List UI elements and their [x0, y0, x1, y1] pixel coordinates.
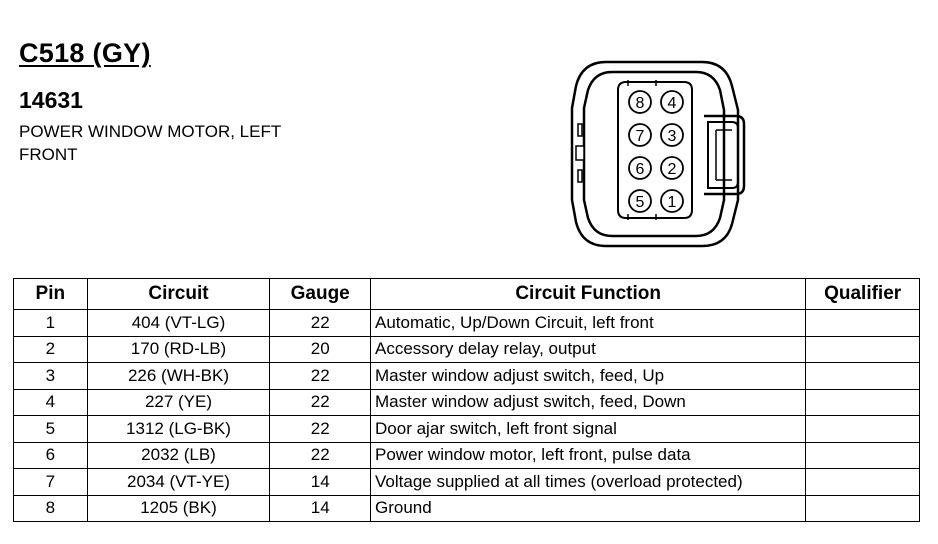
table-row [14, 336, 920, 363]
pin-6-label: 6 [635, 161, 645, 178]
cell-circuit: 2034 (VT-YE) [87, 469, 270, 496]
cell-qualifier [806, 442, 920, 469]
cell-function: Door ajar switch, left front signal [371, 416, 806, 443]
cell-gauge: 20 [270, 336, 371, 363]
part-number: 14631 [19, 87, 83, 113]
cell-gauge: 22 [270, 442, 371, 469]
cell-circuit: 1312 (LG-BK) [87, 416, 270, 443]
cell-circuit: 226 (WH-BK) [87, 363, 270, 390]
pin-5-label: 5 [635, 194, 645, 211]
pin-circuit-table [13, 278, 920, 522]
table-row [14, 469, 920, 496]
cell-qualifier [806, 389, 920, 416]
cell-function: Master window adjust switch, feed, Up [371, 363, 806, 390]
cell-pin: 5 [14, 416, 88, 443]
table-row [14, 363, 920, 390]
cell-pin: 8 [14, 495, 88, 522]
pin-4 [661, 91, 683, 113]
cell-function: Voltage supplied at all times (overload protected) [371, 469, 806, 496]
cell-function: Master window adjust switch, feed, Down [371, 389, 806, 416]
pin-5 [629, 190, 651, 212]
cell-gauge: 22 [270, 310, 371, 337]
cell-circuit: 404 (VT-LG) [87, 310, 270, 337]
table-row [14, 442, 920, 469]
cell-qualifier [806, 469, 920, 496]
pin-8 [629, 91, 651, 113]
cell-pin: 1 [14, 310, 88, 337]
pin-3-label: 3 [667, 128, 677, 145]
cell-qualifier [806, 363, 920, 390]
table-row [14, 310, 920, 337]
table-row [14, 495, 920, 522]
cell-pin: 3 [14, 363, 88, 390]
connector-key-bottom [578, 170, 582, 182]
pin-1 [661, 190, 683, 212]
cell-qualifier [806, 310, 920, 337]
cell-pin: 7 [14, 469, 88, 496]
cell-pin: 4 [14, 389, 88, 416]
pin-2 [661, 157, 683, 179]
header-circuit-function: Circuit Function [371, 279, 806, 310]
header-pin: Pin [14, 279, 88, 310]
cell-function: Automatic, Up/Down Circuit, left front [371, 310, 806, 337]
connector-face-diagram [568, 50, 758, 260]
cell-gauge: 14 [270, 495, 371, 522]
pin-3 [661, 124, 683, 146]
header-circuit: Circuit [87, 279, 270, 310]
cell-circuit: 227 (YE) [87, 389, 270, 416]
cell-circuit: 2032 (LB) [87, 442, 270, 469]
pin-7-label: 7 [635, 128, 645, 145]
pin-8-label: 8 [635, 95, 645, 112]
connector-title: C518 (GY) [19, 38, 151, 68]
cell-gauge: 22 [270, 389, 371, 416]
connector-key-middle [576, 146, 584, 160]
cell-gauge: 22 [270, 363, 371, 390]
cell-function: Power window motor, left front, pulse data [371, 442, 806, 469]
cell-gauge: 14 [270, 469, 371, 496]
table-header-row [14, 279, 920, 310]
pin-6 [629, 157, 651, 179]
pin-7 [629, 124, 651, 146]
cell-qualifier [806, 416, 920, 443]
cell-circuit: 1205 (BK) [87, 495, 270, 522]
header-qualifier: Qualifier [806, 279, 920, 310]
table-row [14, 389, 920, 416]
table-row [14, 416, 920, 443]
header-gauge: Gauge [270, 279, 371, 310]
pin-1-label: 1 [667, 194, 677, 211]
connector-inner-outline [584, 72, 724, 236]
pin-4-label: 4 [667, 95, 677, 112]
connector-key-top [578, 124, 582, 136]
cell-function: Accessory delay relay, output [371, 336, 806, 363]
cell-pin: 2 [14, 336, 88, 363]
cell-function: Ground [371, 495, 806, 522]
cell-pin: 6 [14, 442, 88, 469]
pin-2-label: 2 [667, 161, 677, 178]
component-description: POWER WINDOW MOTOR, LEFT FRONT [19, 122, 281, 164]
cell-circuit: 170 (RD-LB) [87, 336, 270, 363]
cell-qualifier [806, 495, 920, 522]
cell-gauge: 22 [270, 416, 371, 443]
cell-qualifier [806, 336, 920, 363]
